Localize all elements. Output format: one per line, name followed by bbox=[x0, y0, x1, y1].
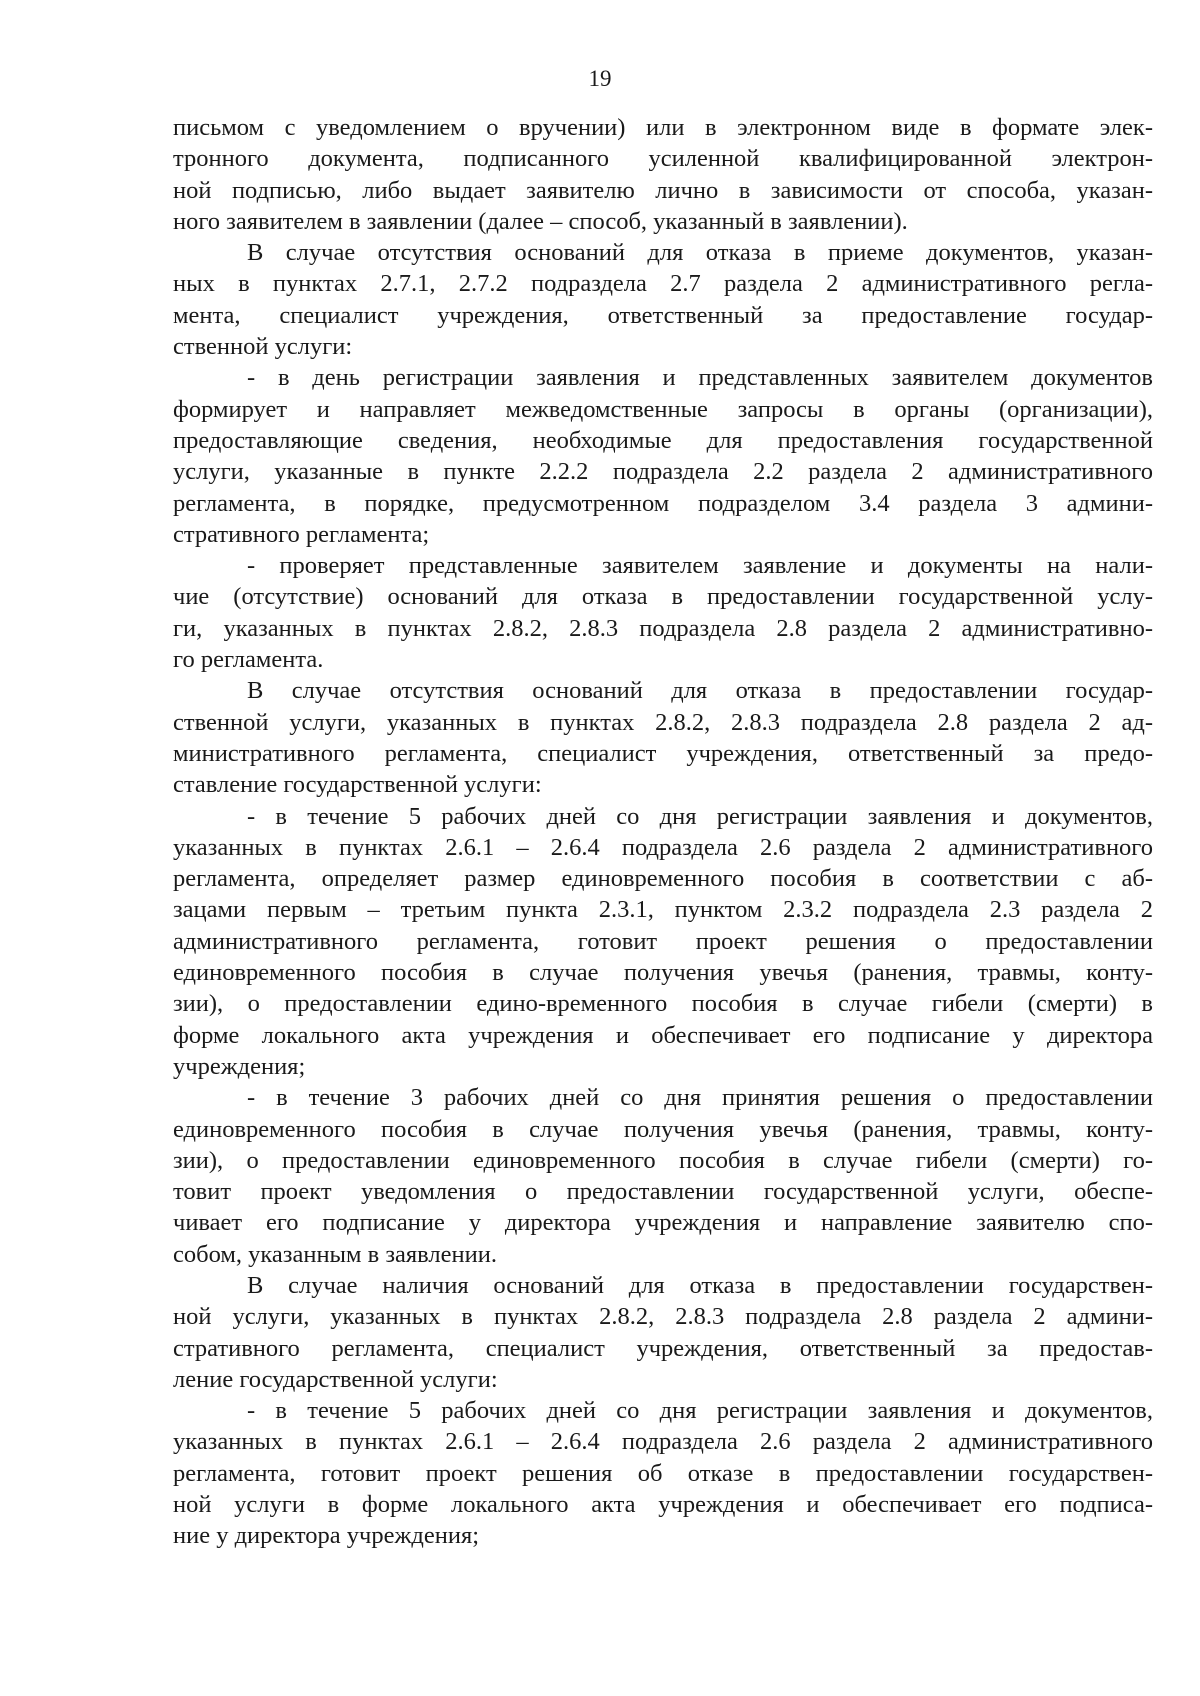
text-line: указанных в пунктах 2.6.1 – 2.6.4 подраздела 2.6 раздела 2 административного bbox=[173, 833, 1153, 861]
text-line: учреждения; bbox=[173, 1052, 306, 1080]
text-line: регламента, готовит проект решения об отказе в предоставлении государствен- bbox=[173, 1459, 1153, 1487]
text-line: ги, указанных в пунктах 2.8.2, 2.8.3 подраздела 2.8 раздела 2 административно- bbox=[173, 614, 1153, 642]
text-line: министративного регламента, специалист учреждения, ответственный за предо- bbox=[173, 739, 1153, 767]
paragraph bbox=[173, 237, 1153, 362]
page-number: 19 bbox=[588, 66, 612, 91]
paragraph bbox=[173, 1270, 1153, 1395]
text-line: стративного регламента; bbox=[173, 520, 430, 548]
text-line: ного заявителем в заявлении (далее – способ, указанный в заявлении). bbox=[173, 207, 908, 235]
text-line: чие (отсутствие) оснований для отказа в предоставлении государственной услу- bbox=[173, 583, 1153, 611]
paragraph bbox=[173, 801, 1153, 1083]
paragraph bbox=[173, 550, 1153, 675]
text-line: регламента, в порядке, предусмотренном подразделом 3.4 раздела 3 админи- bbox=[173, 489, 1153, 517]
text-line: предоставляющие сведения, необходимые для предоставления государственной bbox=[173, 426, 1153, 454]
text-line: единовременного пособия в случае получения увечья (ранения, травмы, конту- bbox=[173, 1115, 1153, 1143]
text-line: товит проект уведомления о предоставлении государственной услуги, обеспе- bbox=[173, 1178, 1153, 1206]
text-line: - в день регистрации заявления и представленных заявителем документов bbox=[247, 364, 1153, 392]
text-line: ной услуги, указанных в пунктах 2.8.2, 2.8.3 подраздела 2.8 раздела 2 админи- bbox=[173, 1303, 1153, 1331]
paragraph bbox=[173, 1395, 1153, 1551]
paragraph bbox=[173, 675, 1153, 800]
text-line: форме локального акта учреждения и обеспечивает его подписание у директора bbox=[173, 1021, 1153, 1049]
text-line: ной услуги в форме локального акта учреждения и обеспечивает его подписа- bbox=[173, 1491, 1153, 1519]
text-line: В случае отсутствия оснований для отказа в приеме документов, указан- bbox=[247, 239, 1153, 267]
text-line: В случае отсутствия оснований для отказа в предоставлении государ- bbox=[247, 677, 1153, 705]
text-line: - в течение 5 рабочих дней со дня регистрации заявления и документов, bbox=[247, 1397, 1153, 1425]
document-body bbox=[173, 112, 1153, 1552]
text-line: формирует и направляет межведомственные запросы в органы (организации), bbox=[173, 395, 1153, 423]
text-line: услуги, указанные в пункте 2.2.2 подраздела 2.2 раздела 2 административного bbox=[173, 458, 1153, 486]
text-line: стративного регламента, специалист учреждения, ответственный за предостав- bbox=[173, 1334, 1153, 1362]
text-line: зацами первым – третьим пункта 2.3.1, пунктом 2.3.2 подраздела 2.3 раздела 2 bbox=[173, 896, 1153, 924]
text-line: административного регламента, готовит проект решения о предоставлении bbox=[173, 927, 1153, 955]
text-line: зии), о предоставлении едино-временного пособия в случае гибели (смерти) в bbox=[173, 990, 1153, 1018]
text-line: регламента, определяет размер единовременного пособия в соответствии с аб- bbox=[173, 865, 1153, 893]
text-line: го регламента. bbox=[173, 646, 324, 674]
text-line: ние у директора учреждения; bbox=[173, 1522, 480, 1550]
text-line: В случае наличия оснований для отказа в предоставлении государствен- bbox=[247, 1271, 1153, 1299]
text-line: - в течение 5 рабочих дней со дня регистрации заявления и документов, bbox=[247, 802, 1153, 830]
text-line: ставление государственной услуги: bbox=[173, 771, 542, 799]
paragraph bbox=[173, 112, 1153, 237]
paragraph bbox=[173, 1082, 1153, 1270]
text-line: ных в пунктах 2.7.1, 2.7.2 подраздела 2.7 раздела 2 административного регла- bbox=[173, 270, 1153, 298]
text-line: ление государственной услуги: bbox=[173, 1365, 498, 1393]
text-line: мента, специалист учреждения, ответственный за предоставление государ- bbox=[173, 301, 1153, 329]
text-line: зии), о предоставлении единовременного пособия в случае гибели (смерти) го- bbox=[173, 1146, 1153, 1174]
text-line: тронного документа, подписанного усиленной квалифицированной электрон- bbox=[173, 145, 1153, 173]
text-line: - проверяет представленные заявителем заявление и документы на нали- bbox=[247, 552, 1153, 580]
text-line: собом, указанным в заявлении. bbox=[173, 1240, 497, 1268]
text-line: ственной услуги, указанных в пунктах 2.8.2, 2.8.3 подраздела 2.8 раздела 2 ад- bbox=[173, 708, 1153, 736]
text-line: - в течение 3 рабочих дней со дня принятия решения о предоставлении bbox=[247, 1084, 1153, 1112]
paragraph bbox=[173, 362, 1153, 550]
text-line: указанных в пунктах 2.6.1 – 2.6.4 подраздела 2.6 раздела 2 административного bbox=[173, 1428, 1153, 1456]
text-line: единовременного пособия в случае получения увечья (ранения, травмы, конту- bbox=[173, 959, 1153, 987]
text-line: ственной услуги: bbox=[173, 333, 353, 361]
text-line: ной подписью, либо выдает заявителю лично в зависимости от способа, указан- bbox=[173, 176, 1153, 204]
text-line: письмом с уведомлением о вручении) или в электронном виде в формате элек- bbox=[173, 114, 1153, 141]
text-line: чивает его подписание у директора учреждения и направление заявителю спо- bbox=[173, 1209, 1153, 1237]
